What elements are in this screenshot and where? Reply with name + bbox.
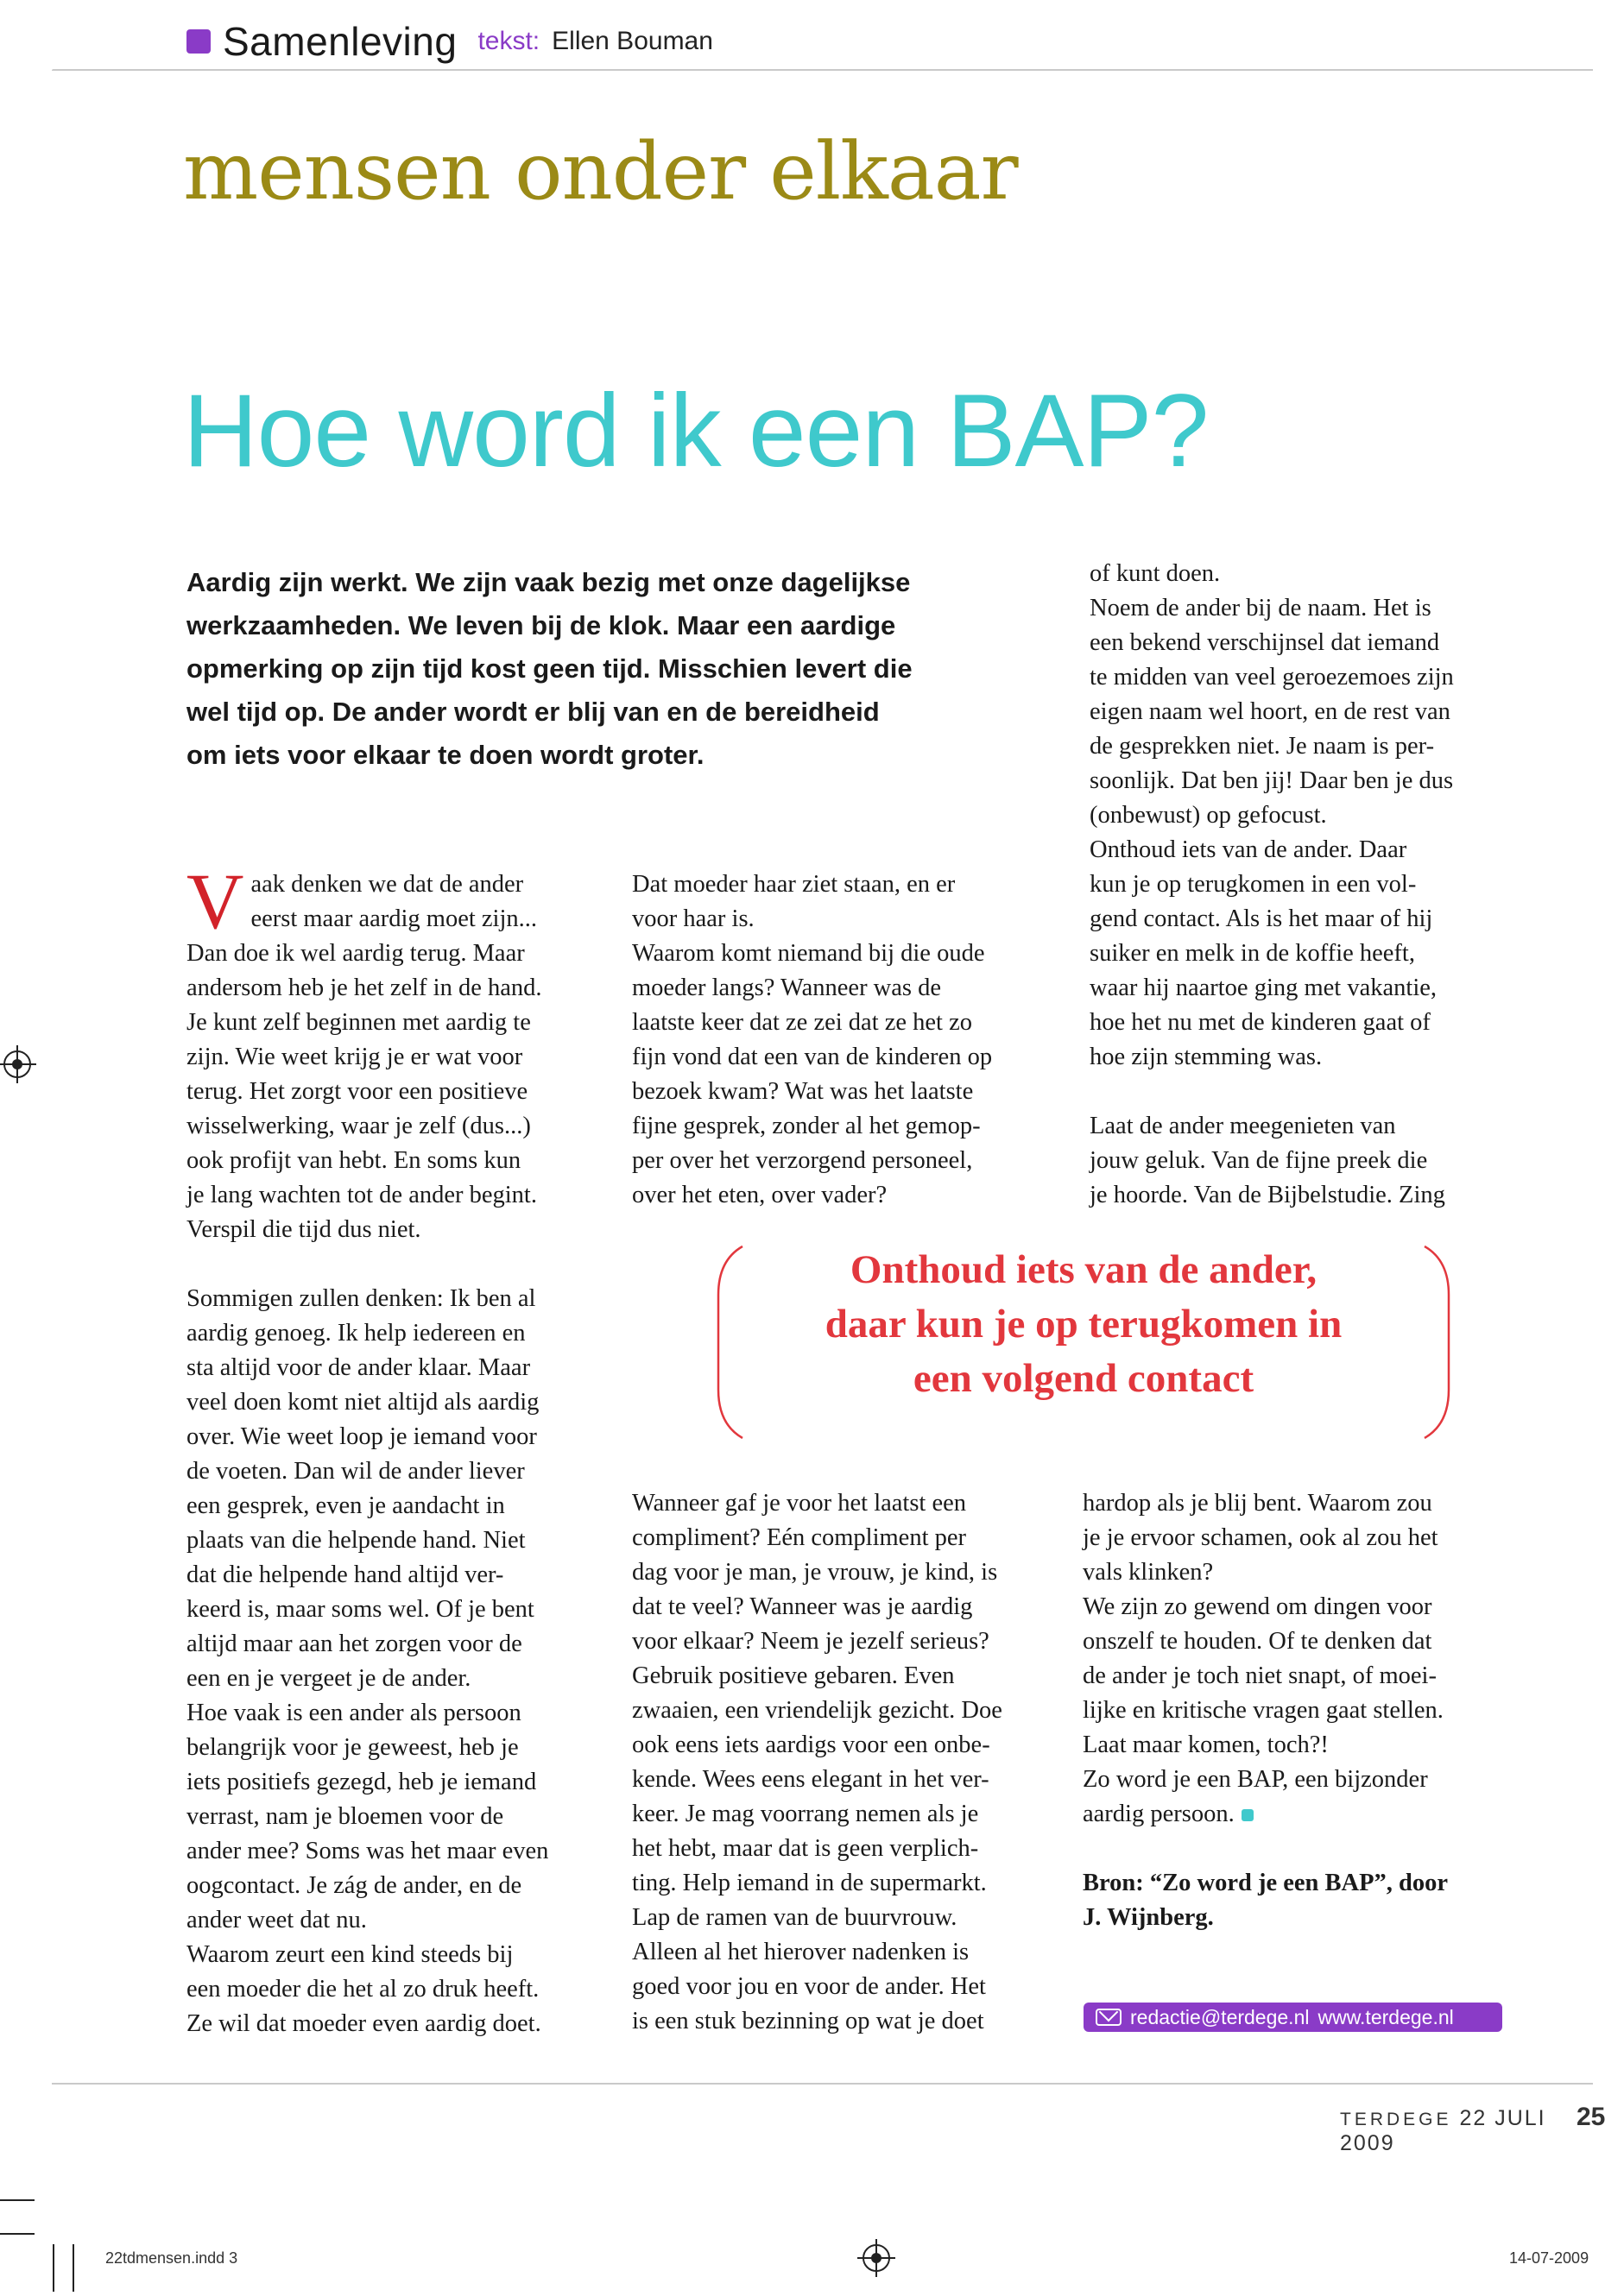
body-line: laatste keer dat ze zei dat ze het zo — [632, 1009, 973, 1036]
body-line: de ander je toch niet snapt, of moei- — [1083, 1662, 1437, 1689]
body-column-1 — [186, 857, 618, 2041]
body-column-2-top — [632, 867, 1064, 1213]
slug-filename: 22tdmensen.indd 3 — [105, 2249, 238, 2267]
intro-line: Aardig zijn werkt. We zijn vaak bezig met onze dagelijkse — [186, 567, 911, 597]
body-line: een bekend verschijnsel dat iemand — [1090, 629, 1440, 656]
body-line: hoe zijn stemming was. — [1090, 1044, 1323, 1070]
body-line: Je kunt zelf beginnen met aardig te — [186, 1009, 531, 1036]
body-line: Dan doe ik wel aardig terug. Maar — [186, 940, 525, 967]
body-line: lijke en kritische vragen gaat stellen. — [1083, 1697, 1444, 1724]
source-line: J. Wijnberg. — [1083, 1904, 1214, 1931]
body-line: fijn vond dat een van de kinderen op — [632, 1044, 993, 1070]
registration-mark-icon — [3, 1050, 31, 1078]
body-line: Hoe vaak is een ander als persoon — [186, 1700, 521, 1726]
body-line: Onthoud iets van de ander. Daar — [1090, 836, 1407, 863]
body-line: jouw geluk. Van de fijne preek die — [1090, 1147, 1428, 1174]
body-line: Laat de ander meegenieten van — [1090, 1113, 1396, 1139]
body-line: ander mee? Soms was het maar even — [186, 1838, 549, 1864]
body-line: Waarom komt niemand bij die oude — [632, 940, 985, 967]
body-line: sta altijd voor de ander klaar. Maar — [186, 1354, 531, 1381]
body-line: de voeten. Dan wil de ander liever — [186, 1458, 525, 1485]
pull-quote-text — [751, 1243, 1416, 1406]
body-line: suiker en melk in de koffie heeft, — [1090, 940, 1415, 967]
source-line: Bron: “Zo word je een BAP”, door — [1083, 1870, 1448, 1896]
body-column-3-bottom — [1083, 1486, 1514, 1935]
issue-date: 22 JULI 2009 — [1340, 2106, 1546, 2155]
body-line: Verspil die tijd dus niet. — [186, 1216, 421, 1243]
body-line: Laat maar komen, toch?! — [1083, 1731, 1329, 1758]
paragraph-gap — [186, 1247, 618, 1282]
body-line: je hoorde. Van de Bijbelstudie. Zing — [1090, 1182, 1445, 1208]
body-line: Noem de ander bij de naam. Het is — [1090, 595, 1431, 621]
crop-mark — [73, 2244, 74, 2292]
body-line: een moeder die het al zo druk heeft. — [186, 1976, 540, 2003]
body-line: je lang wachten tot de ander begint. — [186, 1182, 537, 1208]
body-line-text: aardig persoon. — [1083, 1801, 1235, 1827]
body-line: Gebruik positieve gebaren. Even — [632, 1662, 955, 1689]
body-line: belangrijk voor je geweest, heb je — [186, 1734, 519, 1761]
body-line: dat die helpende hand altijd ver- — [186, 1561, 504, 1588]
body-line: oogcontact. Je zág de ander, en de — [186, 1872, 522, 1899]
body-line: vals klinken? — [1083, 1559, 1214, 1586]
section-header — [186, 16, 713, 67]
body-line: ook profijt van hebt. En soms kun — [186, 1147, 521, 1174]
body-line: Waarom zeurt een kind steeds bij — [186, 1941, 514, 1968]
page-number: 25 — [1577, 2103, 1605, 2131]
body-line: het hebt, maar dat is geen verplich- — [632, 1835, 979, 1862]
body-line: per over het verzorgend personeel, — [632, 1147, 973, 1174]
body-line: hardop als je blij bent. Waarom zou — [1083, 1490, 1432, 1517]
body-line-last — [1083, 1797, 1514, 1832]
body-line: aardig genoeg. Ik help iedereen en — [186, 1320, 526, 1347]
section-square-icon — [186, 29, 211, 54]
headline: Hoe word ik een BAP? — [183, 373, 1209, 489]
body-line: is een stuk bezinning op wat je doet — [632, 2008, 984, 2034]
intro-line: om iets voor elkaar te doen wordt groter. — [186, 740, 705, 770]
body-line: Wanneer gaf je voor het laatst een — [632, 1490, 967, 1517]
bottom-divider — [52, 2083, 1593, 2085]
pull-quote-line: Onthoud iets van de ander, — [850, 1247, 1317, 1292]
top-divider — [52, 69, 1593, 71]
pull-quote — [717, 1243, 1450, 1441]
end-mark-icon — [1242, 1809, 1254, 1821]
body-line: of kunt doen. — [1090, 560, 1221, 587]
body-line: eigen naam wel hoort, en de rest van — [1090, 698, 1450, 725]
body-line: hoe het nu met de kinderen gaat of — [1090, 1009, 1431, 1036]
body-line: eerst maar aardig moet zijn... — [250, 905, 538, 932]
byline-name: Ellen Bouman — [552, 27, 713, 55]
intro-line: werkzaamheden. We leven bij de klok. Maar een aardige — [186, 610, 896, 640]
body-line: onszelf te houden. Of te denken dat — [1083, 1628, 1432, 1655]
body-line: een en je vergeet je de ander. — [186, 1665, 471, 1692]
body-line: Ze wil dat moeder even aardig doet. — [186, 2010, 541, 2037]
body-line: keer. Je mag voorrang nemen als je — [632, 1801, 979, 1827]
body-line: kun je op terugkomen in een vol- — [1090, 871, 1417, 898]
contact-bar — [1084, 2003, 1502, 2032]
section-name: Samenleving — [223, 19, 458, 64]
body-line: compliment? Eén compliment per — [632, 1524, 967, 1551]
body-line: plaats van die helpende hand. Niet — [186, 1527, 526, 1554]
body-line: wisselwerking, waar je zelf (dus...) — [186, 1113, 531, 1139]
crop-mark — [0, 2199, 35, 2201]
registration-mark-icon — [863, 2244, 890, 2272]
intro-paragraph — [186, 561, 946, 777]
paragraph-gap — [1090, 1075, 1521, 1109]
body-line: ook eens iets aardigs voor een onbe- — [632, 1731, 990, 1758]
body-line: keerd is, maar soms wel. Of je bent — [186, 1596, 534, 1623]
body-line: moeder langs? Wanneer was de — [632, 975, 942, 1001]
body-line: te midden van veel geroezemoes zijn — [1090, 664, 1454, 691]
contact-website[interactable]: www.terdege.nl — [1317, 2005, 1454, 2028]
slug-date: 14-07-2009 — [1509, 2249, 1589, 2267]
body-line: bezoek kwam? Wat was het laatste — [632, 1078, 974, 1105]
body-line: veel doen komt niet altijd als aardig — [186, 1389, 540, 1416]
magazine-name: TERDEGE — [1340, 2110, 1452, 2129]
body-line: soonlijk. Dat ben jij! Daar ben je dus — [1090, 767, 1454, 794]
body-line: iets positiefs gezegd, heb je iemand — [186, 1769, 537, 1795]
body-line: voor elkaar? Neem je jezelf serieus? — [632, 1628, 989, 1655]
body-line: (onbewust) op gefocust. — [1090, 802, 1327, 829]
body-line: voor haar is. — [632, 905, 755, 932]
body-line: gend contact. Als is het maar of hij — [1090, 905, 1433, 932]
crop-mark — [0, 2233, 35, 2235]
body-line: andersom heb je het zelf in de hand. — [186, 975, 542, 1001]
body-line: over het eten, over vader? — [632, 1182, 888, 1208]
body-line: ander weet dat nu. — [186, 1907, 367, 1933]
body-line: kende. Wees eens elegant in het ver- — [632, 1766, 989, 1793]
body-line: een gesprek, even je aandacht in — [186, 1492, 505, 1519]
body-line: dat te veel? Wanneer was je aardig — [632, 1593, 973, 1620]
paragraph-gap — [1083, 1832, 1514, 1866]
rubric-title: mensen onder elkaar — [183, 125, 1018, 218]
body-line: waar hij naartoe ging met vakantie, — [1090, 975, 1438, 1001]
body-line: We zijn zo gewend om dingen voor — [1083, 1593, 1432, 1620]
body-line: Alleen al het hierover nadenken is — [632, 1939, 970, 1965]
pull-quote-line: een volgend contact — [913, 1356, 1254, 1401]
body-line: dag voor je man, je vrouw, je kind, is — [632, 1559, 998, 1586]
body-line: aak denken we dat de ander — [250, 871, 524, 898]
body-line: zijn. Wie weet krijg je er wat voor — [186, 1044, 523, 1070]
body-line: ting. Help iemand in de supermarkt. — [632, 1870, 987, 1896]
body-line: verrast, nam je bloemen voor de — [186, 1803, 504, 1830]
contact-email[interactable]: redactie@terdege.nl — [1130, 2005, 1310, 2028]
mail-icon — [1096, 2009, 1122, 2026]
crop-mark — [53, 2244, 54, 2292]
body-line: de gesprekken niet. Je naam is per- — [1090, 733, 1435, 760]
body-line: Lap de ramen van de buurvrouw. — [632, 1904, 957, 1931]
body-column-3-top — [1090, 557, 1521, 1213]
pull-quote-line: daar kun je op terugkomen in — [825, 1302, 1343, 1347]
footer — [1340, 2106, 1593, 2156]
intro-line: wel tijd op. De ander wordt er blij van en de bereidheid — [186, 697, 880, 727]
body-line: over. Wie weet loop je iemand voor — [186, 1423, 537, 1450]
body-line: Dat moeder haar ziet staan, en er — [632, 871, 956, 898]
body-line: Zo word je een BAP, een bijzonder — [1083, 1766, 1428, 1793]
byline-label: tekst: — [477, 27, 540, 55]
dropcap: V — [186, 857, 244, 945]
body-line: Sommigen zullen denken: Ik ben al — [186, 1285, 536, 1312]
body-line: fijne gesprek, zonder al het gemop- — [632, 1113, 981, 1139]
body-line: goed voor jou en voor de ander. Het — [632, 1973, 986, 2000]
intro-line: opmerking op zijn tijd kost geen tijd. Misschien levert die — [186, 653, 913, 684]
body-line: zwaaien, een vriendelijk gezicht. Doe — [632, 1697, 1002, 1724]
body-line: altijd maar aan het zorgen voor de — [186, 1631, 522, 1657]
body-column-2-bottom — [632, 1486, 1064, 2039]
body-line: je je ervoor schamen, ook al zou het — [1083, 1524, 1438, 1551]
body-line: terug. Het zorgt voor een positieve — [186, 1078, 528, 1105]
